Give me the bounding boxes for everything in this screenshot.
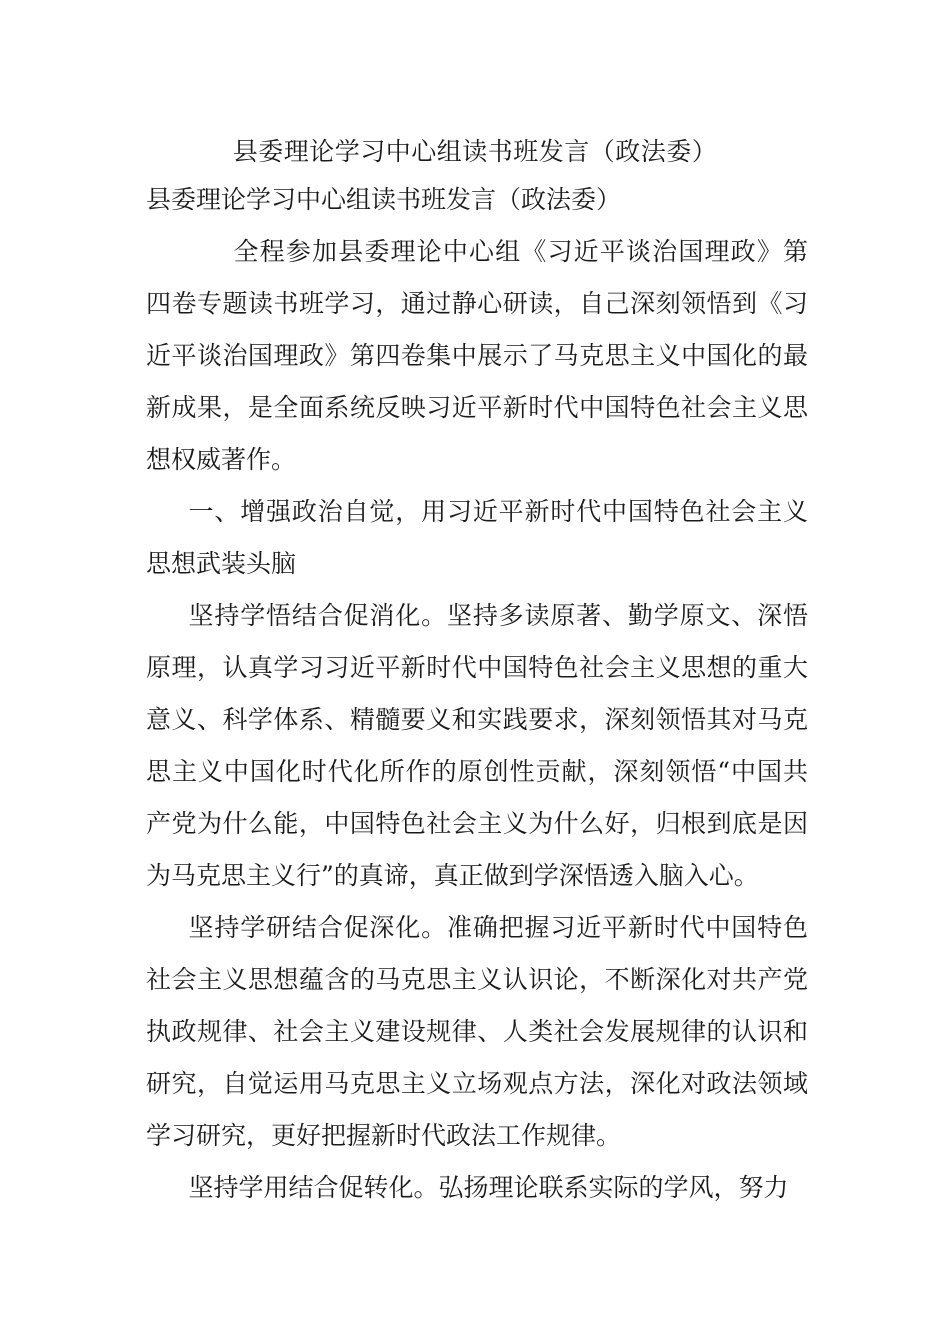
section-heading-1: 一、增强政治自觉，用习近平新时代中国特色社会主义思想武装头脑: [146, 497, 808, 578]
body-paragraph: 坚持学用结合促转化。弘扬理论联系实际的学风，努力: [188, 1173, 789, 1202]
document-body: [146, 226, 808, 1214]
body-paragraph: 坚持学悟结合促消化。坚持多读原著、勤学原文、深悟原理，认真学习习近平新时代中国特色社会主义思想的重大意义、科学体系、精髓要义和实践要求，深刻领悟其对马克思主义中国化时代化所作的原创性贡献，深刻领悟“中国共产党为什么能，中国特色社会主义为什么好，归根到底是因为马克思主义行”的真谛，真正做到学深悟透入脑入心。: [146, 601, 808, 890]
document-title: 县委理论学习中心组读书班发言（政法委）: [232, 137, 718, 166]
intro-paragraph: 全程参加县委理论中心组《习近平谈治国理政》第四卷专题读书班学习，通过静心研读，自己深刻领悟到《习近平谈治国理政》第四卷集中展示了马克思主义中国化的最新成果，是全面系统反映习近平新时代中国特色社会主义思想权威著作。: [146, 237, 808, 474]
document-subtitle: 县委理论学习中心组读书班发言（政法委）: [146, 185, 622, 214]
body-paragraph: 坚持学研结合促深化。准确把握习近平新时代中国特色社会主义思想蕴含的马克思主义认识论，不断深化对共产党执政规律、社会主义建设规律、人类社会发展规律的认识和研究，自觉运用马克思主义立场观点方法，深化对政法领域学习研究，更好把握新时代政法工作规律。: [146, 913, 808, 1150]
